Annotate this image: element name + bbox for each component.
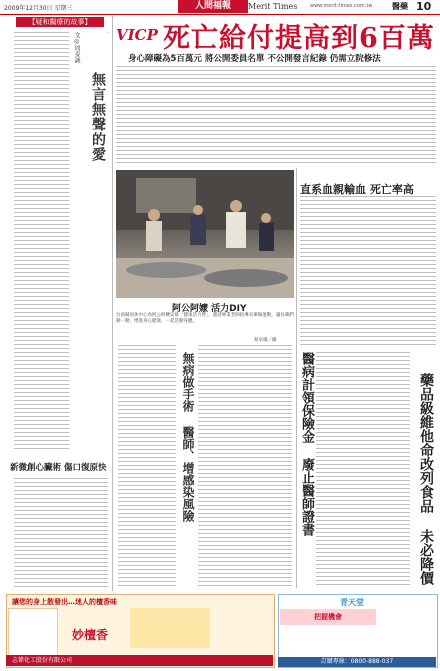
photo-credit: 蔡泉鳳／攝 (254, 338, 277, 343)
header-url[interactable]: www.merit-times.com.tw (310, 3, 373, 9)
ad2-banner: 把握機會 (280, 609, 376, 625)
main-subheadline: 身心障礙為5百萬元 將公開委員名單 不公開發言紀錄 仍需立院修法 (128, 54, 381, 64)
exercise-photo-illustration (116, 170, 294, 298)
ad-features-panel (8, 608, 58, 658)
ad2-phone[interactable]: 訂購專線：0800-888-037 (278, 657, 436, 667)
sub-headline-surgery: 無病做手術 醫師、增感染風險 (181, 352, 195, 522)
sub-headline-blood: 直系血親輸血 死亡率高 (300, 183, 414, 196)
sub1-body (300, 196, 436, 346)
ad-slogan: 讓您的身上散發出…迷人的檀香味 (12, 598, 117, 606)
main-headline: 死亡給付提高到6百萬 (163, 23, 435, 54)
sub-headline-heart: 新微創心臟術 傷口復原快 (10, 463, 107, 473)
left-column-body (14, 32, 69, 452)
sub2-body (316, 352, 410, 588)
section-name: 醫藥 (392, 2, 408, 11)
sub-headline-insurance: 醫病計領保險金 廢止醫師證書 (299, 352, 314, 536)
left-column-author: 文◎周泰誠 (73, 32, 80, 63)
spacer (108, 32, 109, 33)
newspaper-logo: 人間福報 (178, 0, 248, 13)
main-article-body (116, 66, 436, 166)
newspaper-logo-en: Merit Times (248, 2, 298, 11)
ad2-logo: 青天堂 (340, 598, 364, 607)
left-column-banner: 【疑和醫療的故事】 (16, 17, 104, 27)
news-photo (116, 170, 294, 298)
sub-headline-vitamin: 藥品級維他命改列食品 未必降價 (418, 373, 434, 585)
photo-caption-text: 台南縣退休中心為阿公阿嬤安排「健康活力營」，邀請專業老師指導長輩做運動，讓長輩們動一動，增進身心健康，一起活動身體。 (116, 313, 294, 324)
photo-caption-title: 阿公阿嬤 活力DIY (172, 304, 247, 314)
page-number: 10 (416, 0, 432, 13)
sub4-body-left (118, 345, 176, 588)
header-date: 2009年12月30日 星期三 (4, 5, 73, 12)
headline-label: VICP (116, 26, 158, 44)
ad-brand: 妙檀香 (71, 628, 108, 642)
sub5-body (14, 478, 108, 588)
ad-product-image (130, 608, 210, 648)
ad-footer: 志偉化工股份有限公司 (6, 655, 273, 666)
sub4-body-right (198, 345, 292, 588)
column-divider (112, 16, 113, 591)
left-column-title: 無言無聲的愛 (90, 72, 106, 162)
